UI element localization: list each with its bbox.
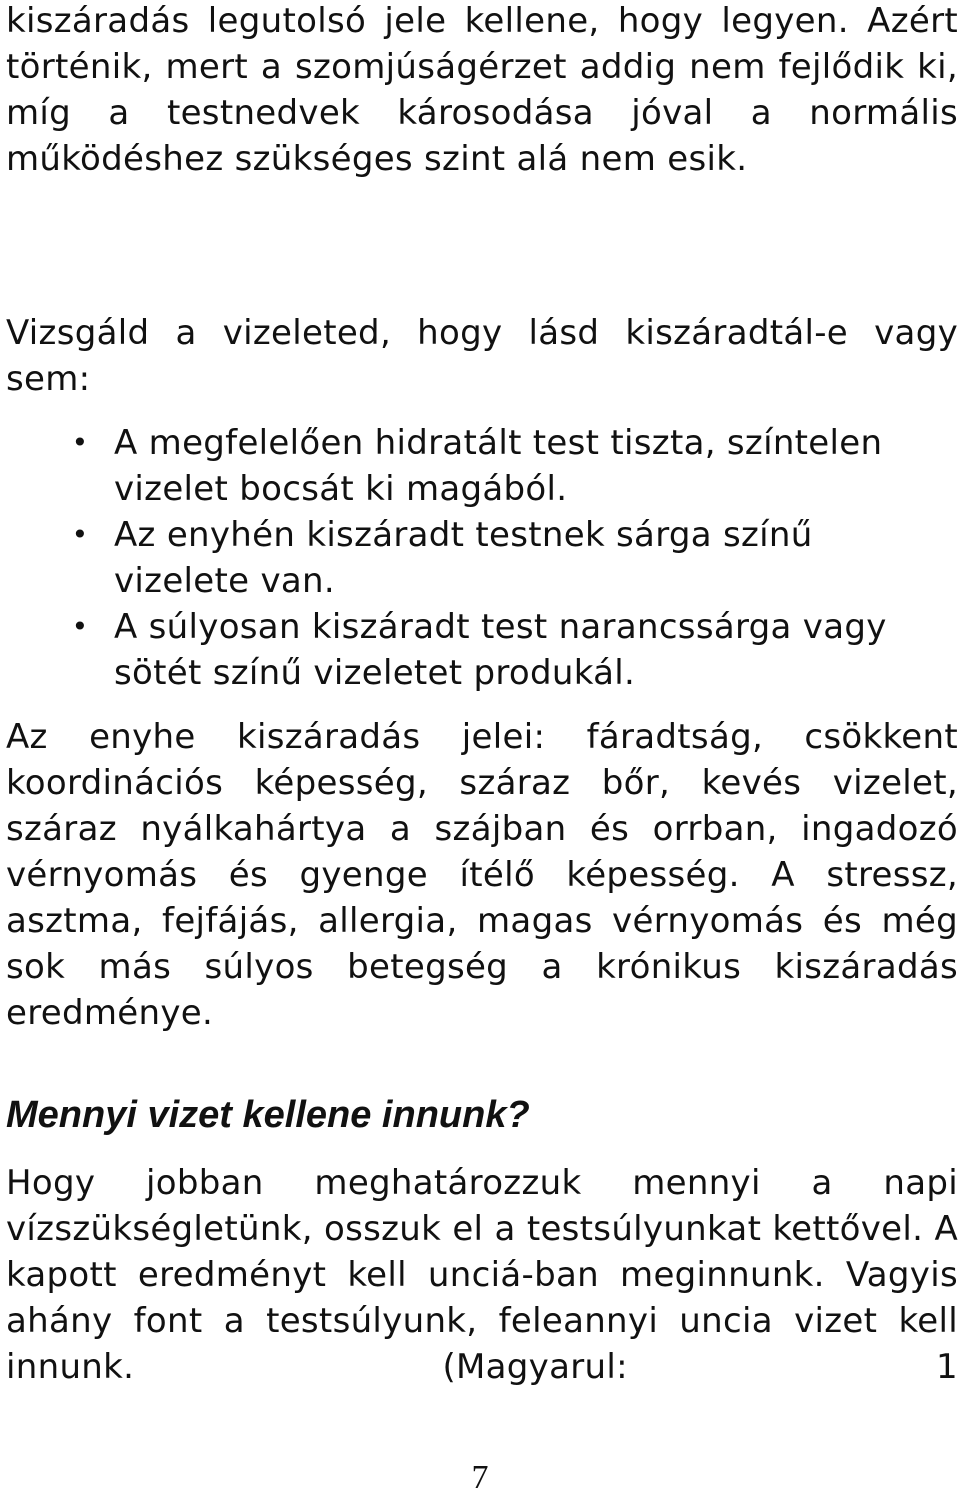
paragraph-water-intake: Hogy jobban meghatározzuk mennyi a napi vízszükségletünk, osszuk el a testsúlyunkat kettővel. A kapott eredményt kell unciá-ban meginnunk. Vagyis ahány font a testsúlyunk, feleannyi uncia vizet kell innunk. (Magyarul: 1: [6, 1163, 958, 1387]
bullet-icon: •: [71, 426, 89, 459]
list-item-text: Az enyhén kiszáradt testnek sárga színű vizelete van.: [114, 515, 813, 601]
list-item: [6, 604, 958, 696]
list-item: [6, 512, 958, 604]
bullet-icon: •: [71, 518, 89, 551]
list-item: [6, 420, 958, 512]
bullet-icon: •: [71, 610, 89, 643]
bullet-list: [6, 420, 958, 696]
page-number: 7: [471, 1459, 489, 1496]
list-item-text: A súlyosan kiszáradt test narancssárga vagy sötét színű vizeletet produkál.: [114, 607, 887, 693]
paragraph-urine-check: Vizsgáld a vizeleted, hogy lásd kiszáradtál-e vagy sem:: [6, 313, 958, 399]
list-item-text: A megfelelően hidratált test tiszta, színtelen vizelet bocsát ki magából.: [114, 423, 883, 509]
paragraph-continued-intro: kiszáradás legutolsó jele kellene, hogy legyen. Azért történik, mert a szomjúságérzet addig nem fejlődik ki, míg a testnedvek károsodása jóval a normális működéshez szükséges szint alá nem esik.: [6, 1, 958, 179]
paragraph-dehydration-signs: Az enyhe kiszáradás jelei: fáradtság, csökkent koordinációs képesség, száraz bőr, kevés vizelet, száraz nyálkahártya a szájban és orrban, ingadozó vérnyomás és gyenge ítélő képesség. A stressz, asztma, fejfájás, allergia, magas vérnyomás és még sok más súlyos betegség a krónikus kiszáradás eredménye.: [6, 717, 958, 1033]
section-heading: Mennyi vizet kellene innunk?: [6, 1094, 530, 1136]
